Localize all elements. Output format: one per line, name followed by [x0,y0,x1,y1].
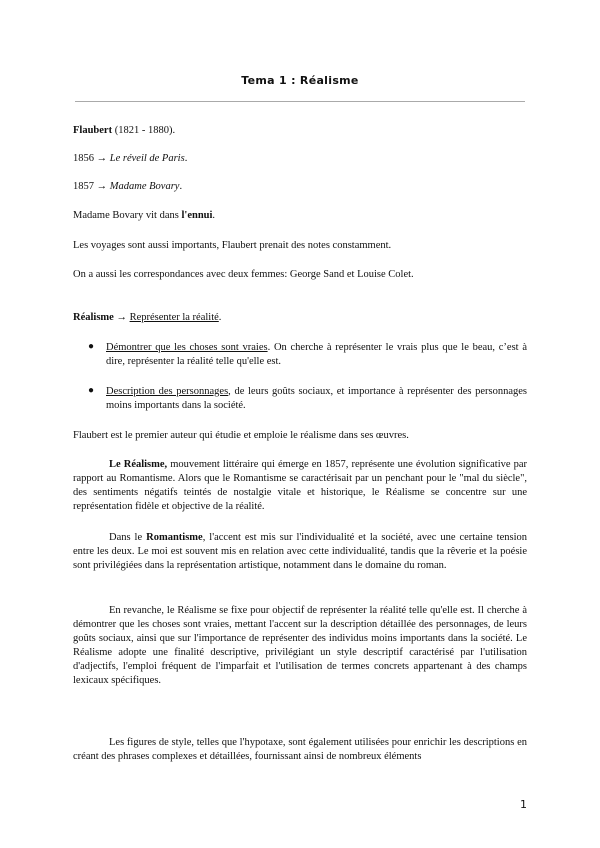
page-title: Tema 1 : Réalisme [241,74,359,87]
paragraph-text: Les figures de style, telles que l'hypotaxe, sont également utilisées pour enrichir les descriptions en créant des phrases complexes et détaillées, fournissant ainsi de nombreux éléments [73,737,527,762]
paragraph-4 [73,736,527,764]
realisme-heading-underlined: Représenter la réalité [129,312,219,323]
work-line-2 [73,180,182,194]
ennui-text: Madame Bovary vit dans [73,210,182,221]
work-title: Le réveil de Paris [109,153,185,164]
bullet-underlined: Description des personnages [106,386,229,397]
paragraph-text: En revanche, le Réalisme se fixe pour objectif de représenter la réalité telle qu'elle est. Il cherche à démontrer que les choses sont vraies, mettant l'accent sur la description détaillée des personnages, de leurs goûts sociaux, ainsi que sur l'importance de représenter des individus moins importants dans la société. Le Réalisme adopte une finalité descriptive, privilégiant un style descriptif caractérisé par l'utilisation d'adjectifs, l'emploi fréquent de l'imparfait et l'utilisation de termes concrets appartenant à des champs lexicaux spécifiques. [73,605,527,686]
bullet-icon: ● [88,385,95,396]
author-dates: (1821 - 1880). [112,125,176,136]
paragraph-bold: Romantisme [146,532,203,543]
arrow-icon: → [94,181,110,192]
bullet-icon: ● [88,341,95,352]
bullet-item-2 [106,385,527,413]
paragraph-1 [73,458,527,514]
premier-auteur-line: Flaubert est le premier auteur qui étudie et emploie le réalisme dans ses œuvres. [73,430,409,441]
work-title: Madame Bovary [109,181,180,192]
paragraph-3 [73,604,527,688]
work-end: . [179,181,183,192]
page-number: 1 [520,798,527,811]
bullet-underlined: Démontrer que les choses sont vraies [106,342,268,353]
work-year: 1857 [73,181,94,192]
work-end: . [184,153,188,164]
arrow-icon: → [113,312,130,323]
work-year: 1856 [73,153,94,164]
bullet-item-1 [106,341,527,369]
bullet-text: , de leurs goûts sociaux, et importance à représenter des personnages moins importants dans la société. [106,386,527,411]
paragraph-text-pre: Dans le [109,532,147,543]
paragraph-2 [73,531,527,573]
paragraph-bold: Le Réalisme, [109,459,168,470]
bullet-text: . On cherche à représenter le vrais plus que le beau, c’est à dire, représenter la réalité telle qu'elle est. [106,342,527,367]
ennui-bold: l'ennui [181,210,213,221]
paragraph-text: mouvement littéraire qui émerge en 1857, représente une évolution significative par rapport au Romantisme. Alors que le Romantisme se caractérisait par un penchant pour le "mal du siècle", des sentiments négatifs teintés de nostalgie vitale et historique, le Réalisme se concentre sur une représentation fidèle et objective de la réalité. [73,459,527,512]
realisme-heading-end: . [218,312,222,323]
author-line [73,124,175,138]
paragraph-text: , l'accent est mis sur l'individualité et la société, avec une certaine tension entre les deux. Le moi est souvent mis en relation avec cette individualité, tandis que la rêverie et la poésie sont privilégiées dans la représentation artistique, notamment dans le domaine du roman. [73,532,527,571]
realisme-heading [73,311,221,325]
voyages-line: Les voyages sont aussi importants, Flaubert prenait des notes constamment. [73,240,392,251]
realisme-heading-bold: Réalisme [73,312,114,323]
correspondances-line: On a aussi les correspondances avec deux femmes: George Sand et Louise Colet. [73,269,414,280]
arrow-icon: → [94,153,110,164]
ennui-end: . [212,210,216,221]
work-line-1 [73,152,187,166]
title-divider [75,101,525,102]
author-name: Flaubert [73,125,113,136]
ennui-line [73,209,215,223]
